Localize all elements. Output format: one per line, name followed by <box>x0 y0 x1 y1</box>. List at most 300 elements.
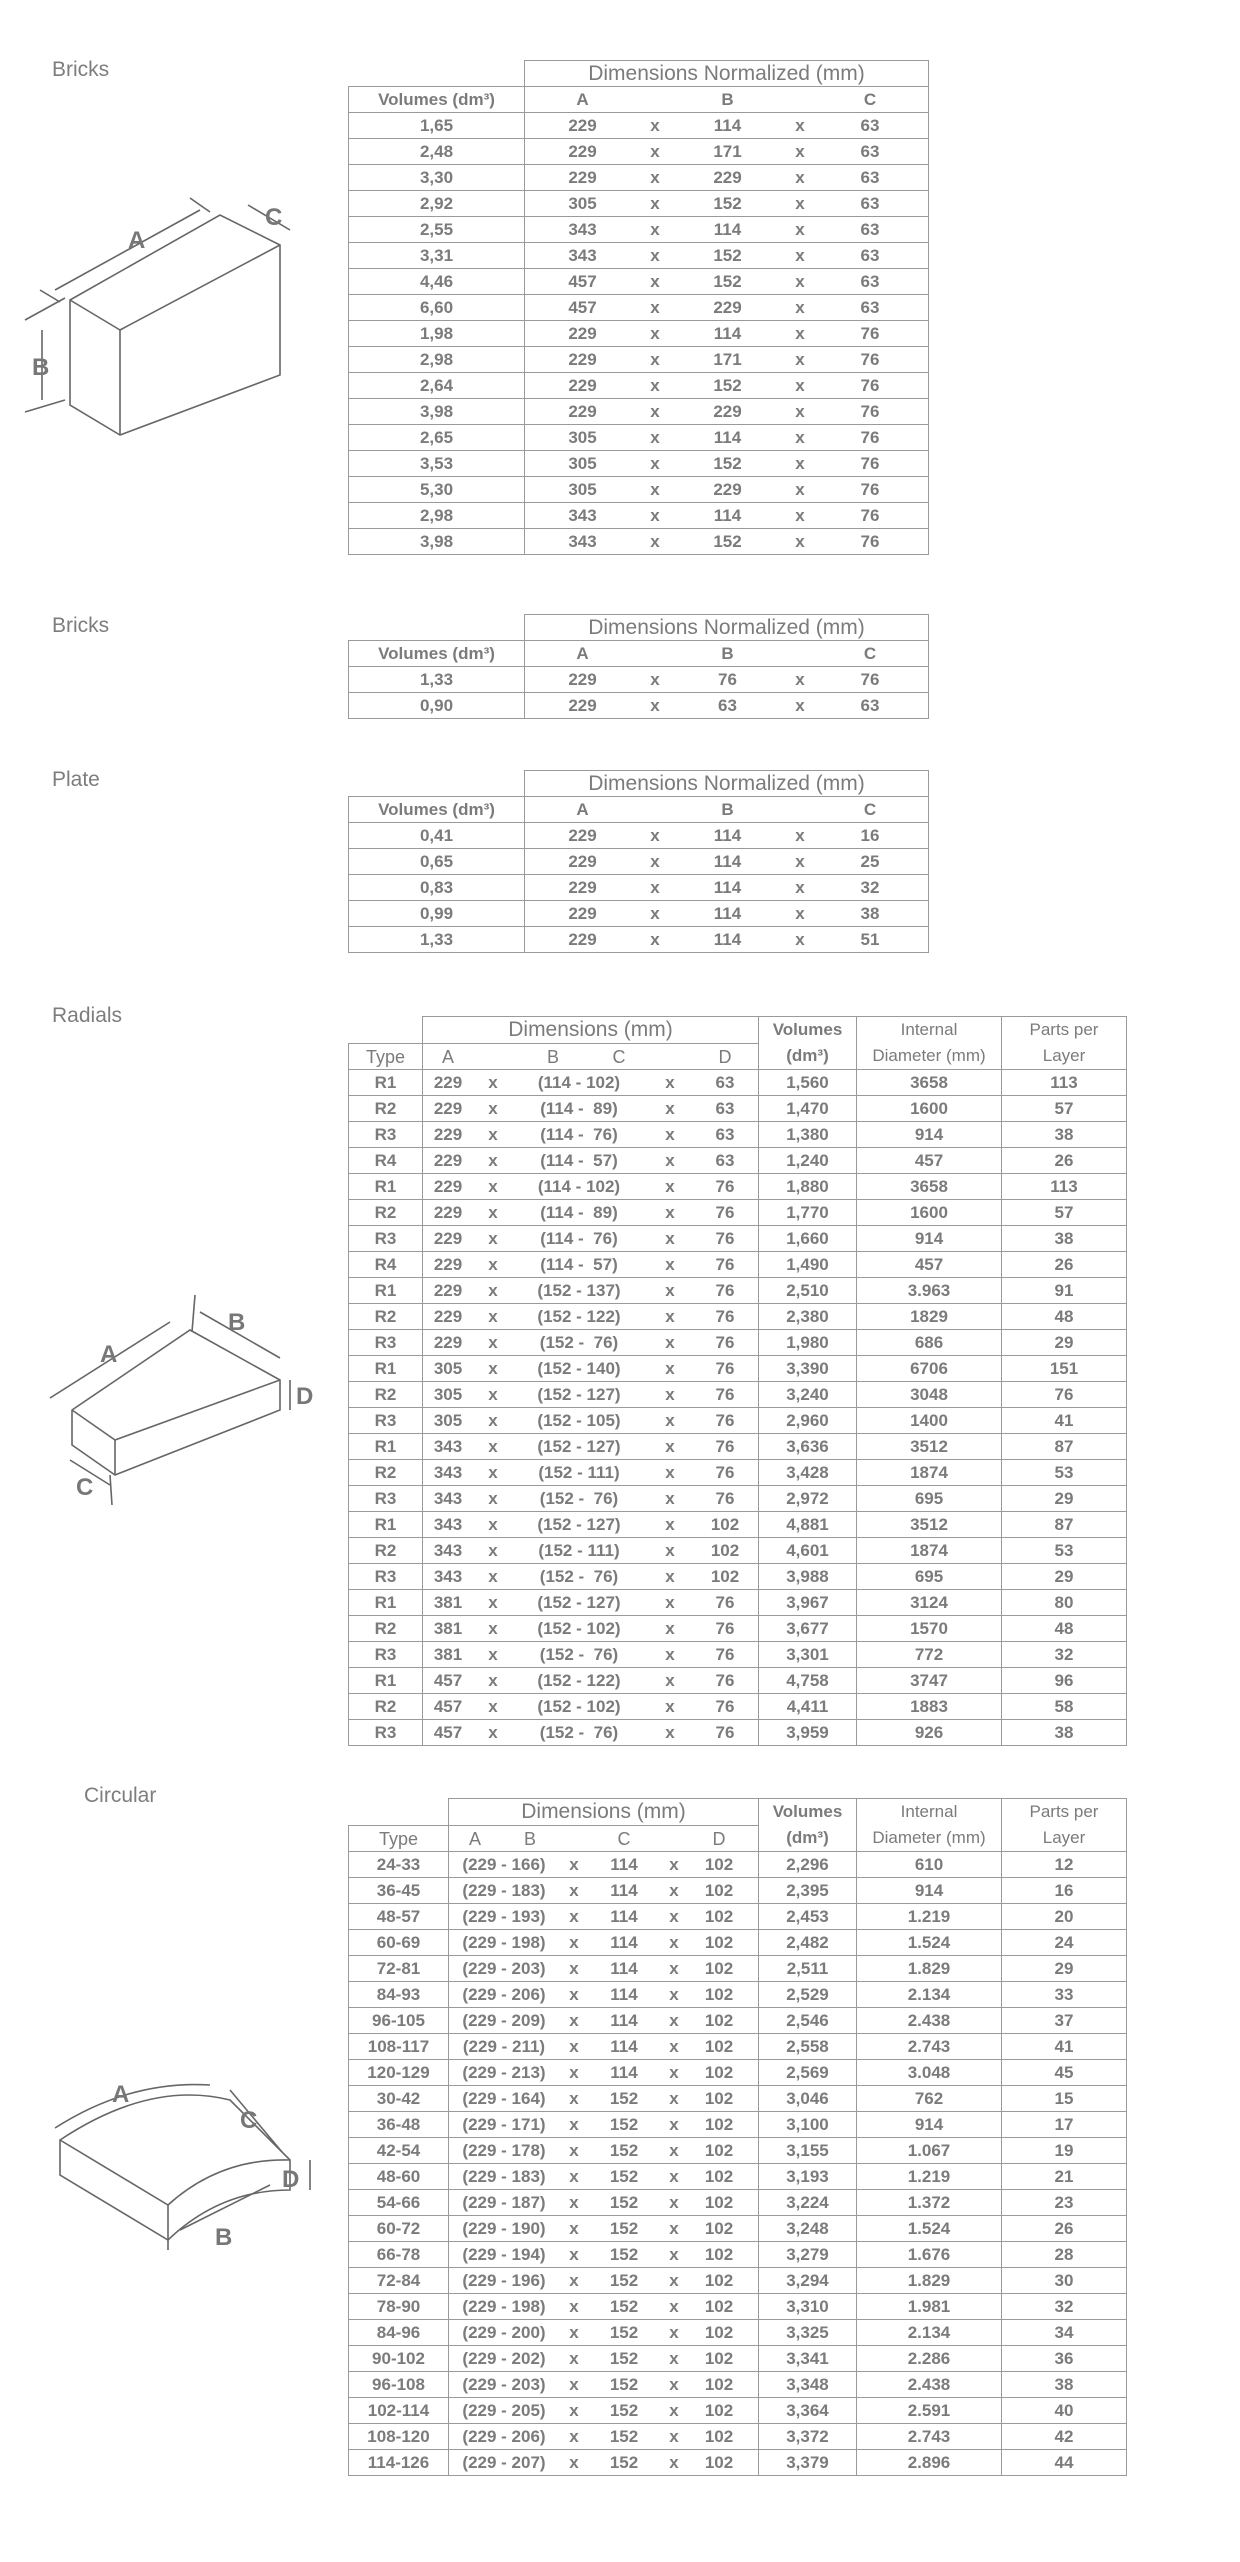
col-c: C <box>863 799 877 819</box>
volume-cell: 2,92 <box>349 191 525 217</box>
volume-cell: 3,967 <box>759 1590 857 1616</box>
internal-diameter-cell: 1883 <box>857 1694 1002 1720</box>
col-a: A <box>468 1828 481 1849</box>
plate-dimensions-header: Dimensions Normalized (mm) <box>525 771 929 797</box>
table-row <box>349 373 929 399</box>
times-sign: x <box>488 1514 498 1534</box>
times-sign: x <box>488 1280 498 1300</box>
dim-d: 76 <box>715 1358 735 1378</box>
dim-d: 102 <box>704 1880 734 1900</box>
internal-diameter-cell: 3512 <box>857 1512 1002 1538</box>
parts-per-layer-cell: 19 <box>1002 2138 1127 2164</box>
internal-diameter-cell: 2.896 <box>857 2450 1002 2476</box>
times-sign: x <box>665 1618 675 1638</box>
type-cell: 60-69 <box>349 1930 449 1956</box>
times-sign: x <box>650 193 660 213</box>
dim-c: 114 <box>610 2036 638 2056</box>
dim-a: 229 <box>568 669 597 689</box>
parts-per-layer-cell: 29 <box>1002 1486 1127 1512</box>
dim-b-c: (152 - 111) <box>538 1540 620 1560</box>
times-sign: x <box>795 115 805 135</box>
dim-a-b: (229 - 206) <box>462 2426 546 2446</box>
volume-cell: 5,30 <box>349 477 525 503</box>
dim-c: 76 <box>860 375 880 395</box>
dim-a-b: (229 - 209) <box>462 2010 546 2030</box>
dim-a: 457 <box>568 271 597 291</box>
dim-a: 229 <box>433 1124 463 1144</box>
dimensions-cell <box>525 217 929 243</box>
dim-b-c: (152 - 127) <box>537 1514 621 1534</box>
parts-per-layer-cell: 57 <box>1002 1096 1127 1122</box>
parts-per-layer-cell: 16 <box>1002 1878 1127 1904</box>
dimensions-cell <box>449 1982 759 2008</box>
dim-a-b: (229 - 202) <box>462 2348 546 2368</box>
internal-diameter-cell: 914 <box>857 1878 1002 1904</box>
parts-per-layer-cell: 29 <box>1002 1956 1127 1982</box>
col-volumes: Volumes (dm³) <box>349 797 525 823</box>
times-sign: x <box>795 401 805 421</box>
dim-c: 114 <box>610 1854 638 1874</box>
dim-b: 114 <box>713 851 742 871</box>
times-sign: x <box>795 825 805 845</box>
table-row <box>349 823 929 849</box>
internal-diameter-cell: 695 <box>857 1486 1002 1512</box>
times-sign: x <box>795 695 805 715</box>
circular-label-c: C <box>240 2107 258 2134</box>
dimensions-cell <box>423 1564 759 1590</box>
col-b: B <box>721 643 734 663</box>
dim-a: 229 <box>568 929 597 949</box>
table-row <box>349 2008 1127 2034</box>
times-sign: x <box>569 2400 579 2420</box>
dim-a: 343 <box>433 1540 463 1560</box>
col-b: B <box>721 799 734 819</box>
dim-b-c: (114 - 76) <box>540 1228 618 1248</box>
table-row <box>349 503 929 529</box>
type-cell: R1 <box>349 1174 423 1200</box>
volume-cell: 2,972 <box>759 1486 857 1512</box>
parts-per-layer-cell: 21 <box>1002 2164 1127 2190</box>
times-sign: x <box>795 903 805 923</box>
dim-c: 63 <box>860 297 880 317</box>
dimensions-cell <box>449 2346 759 2372</box>
dim-b-c: (152 - 105) <box>537 1410 621 1430</box>
table-row <box>349 1564 1127 1590</box>
times-sign: x <box>665 1488 675 1508</box>
times-sign: x <box>665 1332 675 1352</box>
internal-diameter-cell: 772 <box>857 1642 1002 1668</box>
times-sign: x <box>488 1176 498 1196</box>
volume-cell: 3,348 <box>759 2372 857 2398</box>
table-row <box>349 2372 1127 2398</box>
dim-c: 114 <box>610 1958 638 1978</box>
times-sign: x <box>665 1124 675 1144</box>
parts-per-layer-cell: 26 <box>1002 1252 1127 1278</box>
internal-diameter-cell: 3124 <box>857 1590 1002 1616</box>
dim-d: 102 <box>710 1540 740 1560</box>
table-row <box>349 1982 1127 2008</box>
radial-illustration <box>20 1280 340 1510</box>
dimensions-cell <box>449 2138 759 2164</box>
parts-per-layer-cell: 58 <box>1002 1694 1127 1720</box>
times-sign: x <box>650 505 660 525</box>
dim-b: 152 <box>713 193 742 213</box>
dim-a: 457 <box>568 297 597 317</box>
dimensions-cell <box>525 875 929 901</box>
table-row <box>349 2034 1127 2060</box>
table-row <box>349 399 929 425</box>
volume-cell: 1,490 <box>759 1252 857 1278</box>
times-sign: x <box>665 1644 675 1664</box>
type-cell: 36-45 <box>349 1878 449 1904</box>
parts-per-layer-cell: 28 <box>1002 2242 1127 2268</box>
dim-c: 76 <box>860 453 880 473</box>
times-sign: x <box>665 1150 675 1170</box>
internal-diameter-cell: 762 <box>857 2086 1002 2112</box>
dim-a: 229 <box>568 115 597 135</box>
dim-b-c: (152 - 76) <box>539 1488 619 1508</box>
table-row <box>349 1720 1127 1746</box>
times-sign: x <box>488 1462 498 1482</box>
dim-c: 63 <box>860 219 880 239</box>
times-sign: x <box>569 2374 579 2394</box>
times-sign: x <box>795 929 805 949</box>
bricks-dimensions-header: Dimensions Normalized (mm) <box>525 61 929 87</box>
radial-label-c: C <box>76 1474 94 1501</box>
times-sign: x <box>665 1722 675 1742</box>
dim-a-b: (229 - 178) <box>462 2140 546 2160</box>
dim-c: 152 <box>609 2166 639 2186</box>
internal-diameter-cell: 1.829 <box>857 1956 1002 1982</box>
dim-b-c: (114 - 57) <box>540 1254 618 1274</box>
volume-cell: 4,881 <box>759 1512 857 1538</box>
dim-a: 343 <box>433 1566 463 1586</box>
times-sign: x <box>669 1958 679 1978</box>
dim-b: 114 <box>713 877 742 897</box>
internal-diameter-cell: 1.524 <box>857 1930 1002 1956</box>
times-sign: x <box>650 115 660 135</box>
parts-per-layer-cell: 33 <box>1002 1982 1127 2008</box>
parts-per-layer-cell: 80 <box>1002 1590 1127 1616</box>
volume-cell: 1,560 <box>759 1070 857 1096</box>
dimensions-cell <box>449 2294 759 2320</box>
col-parts-per-layer: Parts per Layer <box>1002 1799 1127 1852</box>
times-sign: x <box>650 903 660 923</box>
dim-d: 102 <box>704 2140 734 2160</box>
dim-b: 152 <box>713 271 742 291</box>
dimensions-cell <box>525 165 929 191</box>
parts-per-layer-cell: 113 <box>1002 1174 1127 1200</box>
dimensions-cell <box>449 1852 759 1878</box>
parts-per-layer-cell: 24 <box>1002 1930 1127 1956</box>
times-sign: x <box>488 1072 498 1092</box>
times-sign: x <box>669 2088 679 2108</box>
radials-dimensions-header: Dimensions (mm) <box>423 1017 759 1044</box>
dim-c: 76 <box>860 349 880 369</box>
col-a: A <box>576 643 589 663</box>
dim-d: 76 <box>715 1670 735 1690</box>
dim-a-b: (229 - 205) <box>462 2400 546 2420</box>
internal-diameter-cell: 2.286 <box>857 2346 1002 2372</box>
table-row <box>349 243 929 269</box>
dimensions-cell <box>423 1538 759 1564</box>
dimensions-cell <box>525 503 929 529</box>
dimensions-cell <box>525 667 929 693</box>
dimensions-cell <box>423 1590 759 1616</box>
type-cell: 78-90 <box>349 2294 449 2320</box>
times-sign: x <box>650 669 660 689</box>
dim-d: 63 <box>715 1072 735 1092</box>
dimensions-cell <box>423 1304 759 1330</box>
parts-per-layer-cell: 45 <box>1002 2060 1127 2086</box>
col-volumes: Volumes (dm³) <box>759 1017 857 1070</box>
times-sign: x <box>665 1358 675 1378</box>
type-cell: R3 <box>349 1408 423 1434</box>
dim-d: 76 <box>715 1306 735 1326</box>
table-row <box>349 269 929 295</box>
table-row <box>349 1304 1127 1330</box>
dim-a-b: (229 - 190) <box>462 2218 546 2238</box>
times-sign: x <box>795 505 805 525</box>
times-sign: x <box>665 1592 675 1612</box>
internal-diameter-cell: 914 <box>857 1122 1002 1148</box>
dimensions-cell <box>423 1226 759 1252</box>
dim-d: 76 <box>715 1436 735 1456</box>
times-sign: x <box>488 1488 498 1508</box>
table-row <box>349 2268 1127 2294</box>
dim-a: 343 <box>433 1462 463 1482</box>
times-sign: x <box>665 1306 675 1326</box>
dim-a: 457 <box>433 1670 463 1690</box>
table-row <box>349 1956 1127 1982</box>
parts-per-layer-cell: 38 <box>1002 1720 1127 1746</box>
dimensions-cell <box>525 399 929 425</box>
table-row <box>349 1616 1127 1642</box>
dim-b-c: (152 - 76) <box>539 1644 619 1664</box>
dim-a: 381 <box>433 1644 463 1664</box>
dimensions-cell <box>423 1330 759 1356</box>
dim-a: 229 <box>433 1098 463 1118</box>
table-row <box>349 1930 1127 1956</box>
dim-a: 305 <box>568 427 597 447</box>
dimensions-cell <box>423 1408 759 1434</box>
brick-label-a: A <box>128 227 146 254</box>
internal-diameter-cell: 3512 <box>857 1434 1002 1460</box>
dim-b-c: (152 - 76) <box>539 1332 619 1352</box>
table-row <box>349 901 929 927</box>
table-row <box>349 2424 1127 2450</box>
times-sign: x <box>650 349 660 369</box>
dim-a: 381 <box>433 1592 463 1612</box>
times-sign: x <box>795 297 805 317</box>
dimensions-cell <box>525 477 929 503</box>
dim-d: 76 <box>715 1228 735 1248</box>
dimensions-cell <box>525 321 929 347</box>
volume-cell: 3,193 <box>759 2164 857 2190</box>
dimensions-cell <box>449 2398 759 2424</box>
internal-diameter-cell: 2.134 <box>857 2320 1002 2346</box>
volume-cell: 1,240 <box>759 1148 857 1174</box>
parts-per-layer-cell: 76 <box>1002 1382 1127 1408</box>
col-c: C <box>863 643 877 663</box>
dimensions-cell <box>423 1174 759 1200</box>
parts-per-layer-cell: 38 <box>1002 1226 1127 1252</box>
volume-cell: 2,98 <box>349 347 525 373</box>
dimensions-cell <box>423 1616 759 1642</box>
times-sign: x <box>795 323 805 343</box>
dimensions-cell <box>525 849 929 875</box>
dimensions-cell <box>449 2320 759 2346</box>
parts-per-layer-cell: 87 <box>1002 1512 1127 1538</box>
dim-b: 114 <box>713 929 742 949</box>
table-row <box>349 1382 1127 1408</box>
table-row <box>349 1538 1127 1564</box>
dimensions-cell <box>449 2112 759 2138</box>
volume-cell: 3,310 <box>759 2294 857 2320</box>
dimensions-cell <box>449 2086 759 2112</box>
times-sign: x <box>795 141 805 161</box>
volume-cell: 3,294 <box>759 2268 857 2294</box>
type-cell: 96-108 <box>349 2372 449 2398</box>
times-sign: x <box>569 2140 579 2160</box>
dim-d: 102 <box>704 1906 734 1926</box>
dim-d: 102 <box>704 2062 734 2082</box>
volume-cell: 3,301 <box>759 1642 857 1668</box>
internal-diameter-cell: 1.219 <box>857 1904 1002 1930</box>
parts-per-layer-cell: 12 <box>1002 1852 1127 1878</box>
dim-c: 114 <box>610 1906 638 1926</box>
table-row <box>349 113 929 139</box>
times-sign: x <box>665 1696 675 1716</box>
bricks2-table <box>348 614 929 719</box>
volume-cell: 4,758 <box>759 1668 857 1694</box>
dimensions-cell <box>423 1720 759 1746</box>
times-sign: x <box>669 1880 679 1900</box>
table-row <box>349 1642 1127 1668</box>
dim-d: 76 <box>715 1462 735 1482</box>
dim-b: 76 <box>718 669 737 689</box>
col-internal-diameter: Internal Diameter (mm) <box>857 1799 1002 1852</box>
dimensions-cell <box>525 451 929 477</box>
table-row <box>349 2398 1127 2424</box>
dimensions-cell <box>525 295 929 321</box>
volume-cell: 3,677 <box>759 1616 857 1642</box>
volume-cell: 3,248 <box>759 2216 857 2242</box>
internal-diameter-cell: 6706 <box>857 1356 1002 1382</box>
internal-diameter-cell: 1.219 <box>857 2164 1002 2190</box>
table-row <box>349 321 929 347</box>
parts-per-layer-cell: 48 <box>1002 1616 1127 1642</box>
times-sign: x <box>488 1618 498 1638</box>
dim-b-c: (152 - 76) <box>539 1566 619 1586</box>
dim-a: 229 <box>433 1280 463 1300</box>
dim-a: 343 <box>568 245 597 265</box>
times-sign: x <box>669 2062 679 2082</box>
times-sign: x <box>569 2426 579 2446</box>
plate-table <box>348 770 929 953</box>
internal-diameter-cell: 2.591 <box>857 2398 1002 2424</box>
dim-c: 114 <box>610 1932 638 1952</box>
brick-illustration <box>20 190 340 450</box>
times-sign: x <box>569 2218 579 2238</box>
times-sign: x <box>488 1436 498 1456</box>
dim-a-b: (229 - 183) <box>462 1880 546 1900</box>
volume-cell: 2,482 <box>759 1930 857 1956</box>
table-row <box>349 2346 1127 2372</box>
type-cell: R3 <box>349 1564 423 1590</box>
dim-c: 16 <box>860 825 880 845</box>
times-sign: x <box>488 1098 498 1118</box>
table-row <box>349 849 929 875</box>
table-row <box>349 529 929 555</box>
dimensions-cell <box>525 693 929 719</box>
dim-a-b: (229 - 194) <box>462 2244 546 2264</box>
dim-d: 102 <box>704 2218 734 2238</box>
dim-b: 229 <box>713 297 742 317</box>
parts-per-layer-cell: 96 <box>1002 1668 1127 1694</box>
dim-a: 305 <box>568 479 597 499</box>
dim-d: 76 <box>715 1384 735 1404</box>
table-row <box>349 2216 1127 2242</box>
dim-d: 102 <box>704 2114 734 2134</box>
volume-cell: 3,428 <box>759 1460 857 1486</box>
col-a: A <box>576 89 589 109</box>
bricks-section-title: Bricks <box>52 58 110 81</box>
times-sign: x <box>665 1540 675 1560</box>
dim-a: 229 <box>568 323 597 343</box>
table-row <box>349 1668 1127 1694</box>
volume-cell: 1,660 <box>759 1226 857 1252</box>
dimensions-cell <box>525 269 929 295</box>
dimensions-cell <box>423 1512 759 1538</box>
volume-cell: 3,364 <box>759 2398 857 2424</box>
type-cell: 48-57 <box>349 1904 449 1930</box>
volume-cell: 0,90 <box>349 693 525 719</box>
table-row <box>349 1200 1127 1226</box>
table-row <box>349 2190 1127 2216</box>
volume-cell: 1,33 <box>349 667 525 693</box>
internal-diameter-cell: 1.829 <box>857 2268 1002 2294</box>
internal-diameter-cell: 3658 <box>857 1174 1002 1200</box>
radials-table <box>348 1016 1127 1746</box>
dimensions-cell <box>449 2164 759 2190</box>
internal-diameter-cell: 914 <box>857 1226 1002 1252</box>
dimensions-cell <box>423 1460 759 1486</box>
circular-illustration <box>20 2040 340 2270</box>
times-sign: x <box>569 1984 579 2004</box>
table-row <box>349 1904 1127 1930</box>
col-d: D <box>718 1046 732 1067</box>
dimensions-cell <box>423 1252 759 1278</box>
type-cell: R4 <box>349 1252 423 1278</box>
col-volumes: Volumes (dm³) <box>349 641 525 667</box>
times-sign: x <box>795 349 805 369</box>
dim-b-c: (114 - 89) <box>540 1098 618 1118</box>
table-row <box>349 875 929 901</box>
times-sign: x <box>795 427 805 447</box>
dim-d: 76 <box>715 1696 735 1716</box>
dim-a: 229 <box>433 1202 463 1222</box>
volume-cell: 2,395 <box>759 1878 857 1904</box>
times-sign: x <box>569 2270 579 2290</box>
dim-c: 152 <box>609 2140 639 2160</box>
brick-label-c: C <box>265 204 283 231</box>
table-row <box>349 693 929 719</box>
dim-d: 76 <box>715 1254 735 1274</box>
type-cell: R1 <box>349 1668 423 1694</box>
type-cell: 114-126 <box>349 2450 449 2476</box>
dim-c: 114 <box>610 1880 638 1900</box>
